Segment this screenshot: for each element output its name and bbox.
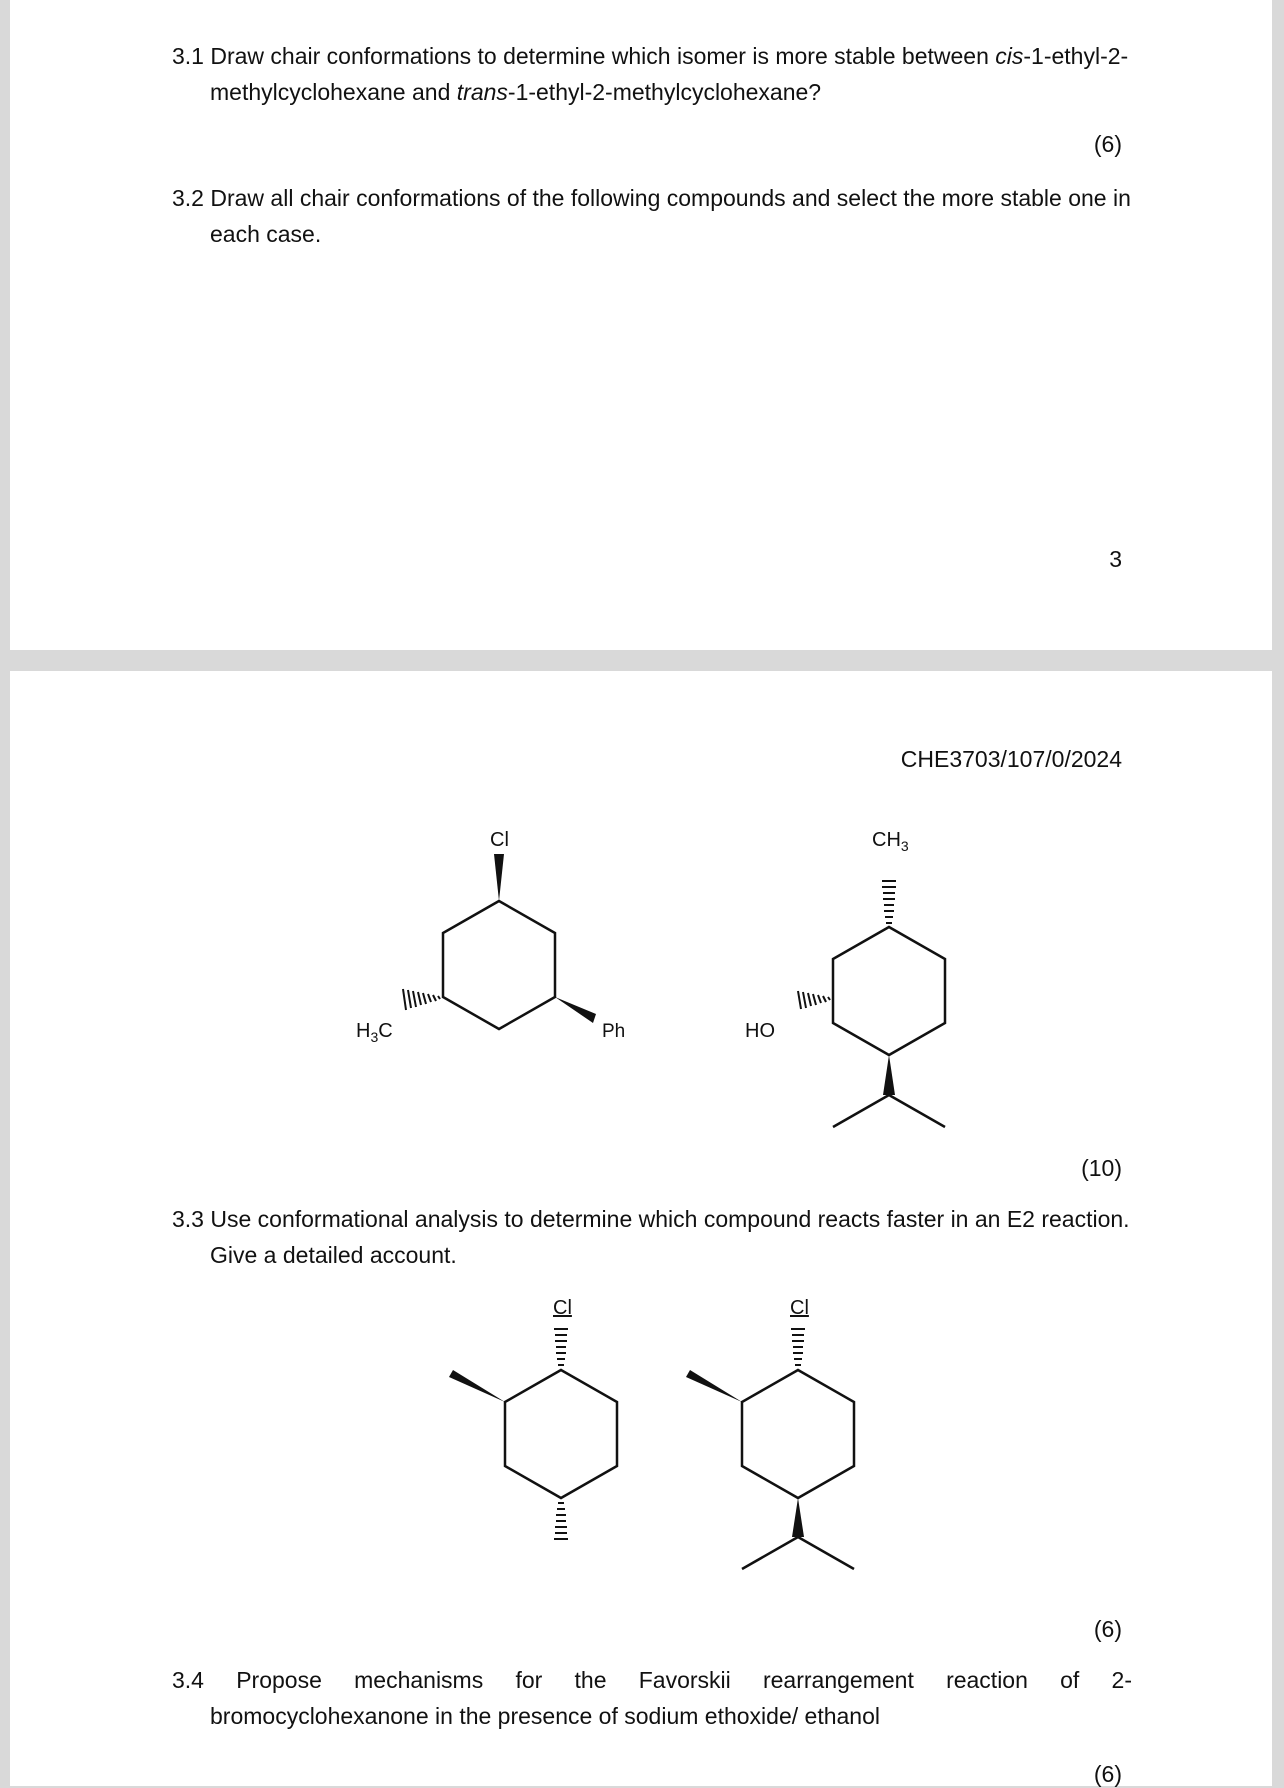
question-number: 3.2 xyxy=(172,185,204,211)
question-number: 3.4 xyxy=(172,1667,204,1693)
ph-label: Ph xyxy=(602,1021,626,1042)
page-2 xyxy=(10,671,1272,1786)
structure-33-right xyxy=(742,1370,854,1569)
cyclohexane-ring xyxy=(742,1370,854,1498)
question-3-1 xyxy=(172,38,1132,110)
question-3-2 xyxy=(172,180,1132,252)
hash-bond-cl-33-right xyxy=(791,1329,805,1365)
wedge-bond-methyl-33-right xyxy=(686,1370,742,1402)
marks-3-1: (6) xyxy=(1093,131,1122,157)
wedge-bond-isopropyl xyxy=(883,1055,895,1095)
h3c-label: $H_3C$ xyxy=(356,1020,393,1045)
wedge-bond-methyl-33-left xyxy=(449,1370,505,1402)
question-text-line1: Propose mechanisms for the Favorskii rearrangement reaction of 2- xyxy=(236,1667,1132,1693)
cl-label-33-left: Cl xyxy=(553,1297,572,1319)
isopropyl-bond-right xyxy=(889,1095,945,1127)
wedge-bond-isopropyl-33-right xyxy=(792,1498,804,1537)
hash-bond-ch3 xyxy=(403,989,443,1010)
ch3-label: $CH_3$ xyxy=(872,829,909,854)
marks-3-4: (6) xyxy=(1093,1761,1122,1787)
marks-3-3: (6) xyxy=(1093,1616,1122,1642)
question-number: 3.1 xyxy=(172,43,204,69)
cyclohexane-ring xyxy=(505,1370,617,1498)
structure-menthol-like xyxy=(833,927,945,1127)
question-3-4 xyxy=(172,1662,1132,1734)
question-3-3 xyxy=(172,1201,1132,1273)
trans-term: trans xyxy=(456,79,508,105)
hash-bond-oh xyxy=(798,991,830,1009)
hash-bond-cl-33-left xyxy=(554,1329,568,1365)
hash-bond-bottom-33-left xyxy=(554,1503,568,1539)
page-1 xyxy=(10,0,1272,650)
cl-label: Cl xyxy=(490,829,509,851)
question-text-line2: bromocyclohexanone in the presence of sodium ethoxide/ ethanol xyxy=(210,1703,880,1729)
wedge-bond-cl xyxy=(494,854,504,901)
cyclohexane-ring xyxy=(443,901,555,1029)
structure-chlorocyclohexane xyxy=(443,901,555,1029)
isopropyl-bond-left xyxy=(833,1095,889,1127)
marks-3-2: (10) xyxy=(1081,1155,1122,1181)
structure-33-left xyxy=(505,1370,617,1498)
question-text-a: Draw chair conformations to determine which isomer is more stable between xyxy=(210,43,996,69)
hash-bond-ch3-top xyxy=(882,881,896,923)
cl-label-33-right: Cl xyxy=(790,1297,809,1319)
page-number: 3 xyxy=(1109,546,1122,572)
header-code: CHE3703/107/0/2024 xyxy=(900,746,1122,772)
cis-term: cis xyxy=(995,43,1024,69)
ho-label: HO xyxy=(745,1020,775,1042)
question-text: Use conformational analysis to determine which compound reacts faster in an E2 reaction. Give a detailed account. xyxy=(210,1206,1130,1268)
question-text: Draw all chair conformations of the following compounds and select the more stable one in each case. xyxy=(210,185,1131,247)
wedge-bond-ph xyxy=(555,997,596,1023)
question-text-c: -1-ethyl-2-methylcyclohexane? xyxy=(507,79,822,105)
question-text-b: -1-ethyl-2-methylcyclohexane and xyxy=(210,43,1129,105)
question-number: 3.3 xyxy=(172,1206,204,1232)
cyclohexane-ring xyxy=(833,927,945,1055)
isopropyl-bond-right xyxy=(798,1537,854,1569)
isopropyl-bond-left xyxy=(742,1537,798,1569)
